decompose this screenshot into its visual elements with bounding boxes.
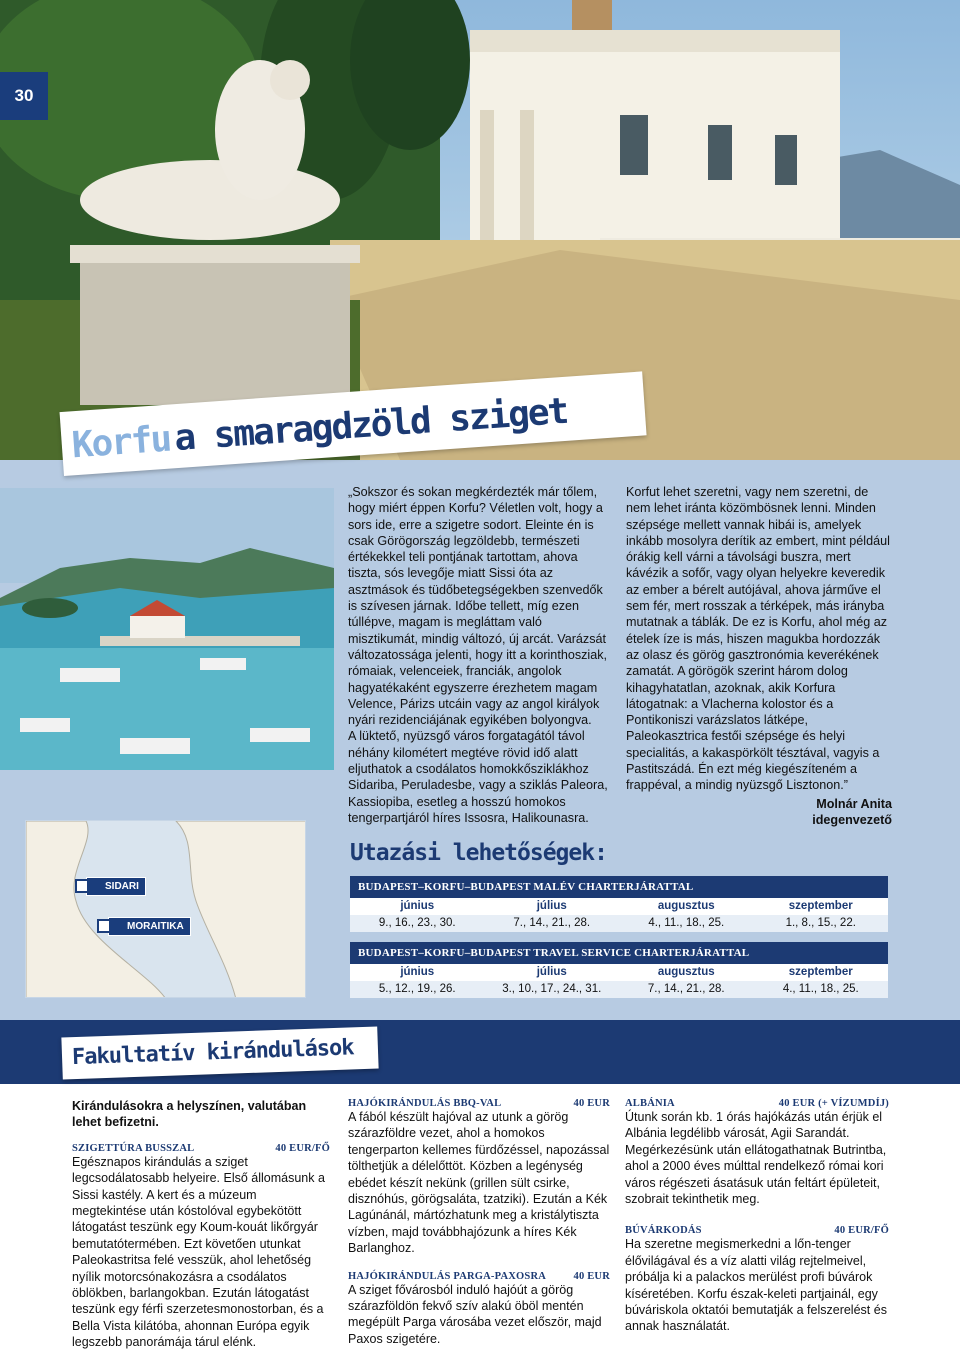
map-marker-icon [97,919,111,933]
table-months-row: június július augusztus szeptember [350,964,888,981]
excursion-header: HAJÓKIRÁNDULÁS BBQ-VAL 40 EUR [348,1098,610,1109]
excursion-text: Ha szeretne megismerkedni a lőn-tenger élővilágával és a víz alatti világ rejtelmeivel, próbálja ki a palackos merülést profi búvárok kíséretében. Korfu észak-keleti partjainál, egy búváriskola oktatói bemutatják a felszerelést és annak használatát. [625,1237,887,1334]
table-header: BUDAPEST–KORFU–BUDAPEST MALÉV CHARTERJÁRATTAL [350,876,888,898]
signature-role: idegenvezető [812,812,892,827]
title-korfu: Korfu [70,418,172,467]
table-header: BUDAPEST–KORFU–BUDAPEST TRAVEL SERVICE CHARTERJÁRATTAL [350,942,888,964]
map-label-sidari: SIDARI [86,877,146,896]
excursions-title: Fakultatív kirándulások [61,1026,378,1079]
table-dates-row: 9., 16., 23., 30. 7., 14., 21., 28. 4., 11., 18., 25. 1., 8., 15., 22. [350,915,888,932]
excursion-text: A fából készült hajóval az utunk a görög szárazföldre vezet, ahol a homokos tengerparton kellemes fürdőzéssel, napozással tölthetjük a délelőttöt. Közben a legénység ebédet készít nekünk (grillen sült csirke, disznóhús, görögsaláta, tzatziki). Ezután a Kék Lagúnánál, mártózhatunk meg a kristálytiszta vízben, majd továbbhajózunk a híres Kék Barlanghoz. [348,1110,610,1256]
schedule-table-travel-service [350,942,888,998]
excursion-text: A sziget fővárosból induló hajóút a görög szárazföldön fekvő szív alakú öböl mentén megépült Parga városába vezet először, majd Paxos szigetére. [348,1282,602,1346]
excursion-text: Egésznapos kirándulás a sziget legcsodálatosabb helyeire. Első állomásunk a Sissi kastély. A kert és a múzeum megtekintése után kóstolóval egybekötött látogatást teszünk egy Koum-kouát likőrgyár bemutatótermében. Ezt követően utunkat Paleokastritsa felé vesszük, ahol lehetőség nyílik motorcsónakozásra a csodálatos öblökben, barlangokban. Ezután látogatást teszünk egy férfi szerzetesmonostorban, és a Bella Vista kilátóba, ahonnan Európa egyik legszebb panorámája tárul elénk. [72,1154,325,1350]
intro-paragraph-1: „Sokszor és sokan megkérdezték már tőlem, hogy miért éppen Korfu? Véletlen volt, hogy a sors ide, erre a szigetre sodort. Eleinte én is csak Görögország legzöldebb, természeti értékekkel teli pontjának tartottam, ahova tiszta, sós levegője miatt Sissi óta az asztmások és tüdőbetegségekben szenvedők is szívesen járnak. Időbe tellett, míg ezen túllépve, magam is megláttam való misztikumát, mindig változó, új arcát. Varázsát változatossága jelenti, hogy itt a korinthosziak, rómaiak, velenceiek, franciák, angolok hagyatékaként egyszerre érezhetem magam Velence, Párizs utcáin vagy az angol királyok nyári rezidenciájának egyikében bolyongva. [348,485,608,728]
signature [626,796,892,829]
excursion-column-2 [348,1098,610,1347]
excursion-intro: Kirándulásokra a helyszínen, valutában lehet befizetni. [72,1099,307,1130]
excursion-header: BÚVÁRKODÁS 40 EUR/FŐ [625,1225,889,1237]
excursion-column-1 [72,1098,330,1351]
intro-column-2 [626,484,892,828]
schedule-table-malev [350,876,888,932]
intro-paragraph-3: Korfut lehet szeretni, vagy nem szeretni, de nem lehet iránta közömbösnek lenni. Minden szépsége mellett vannak hibái is, amelyek inkább mosolyra derítik az embert, mint például órákig kell várni a távolsági buszra, mert kávézik a sofőr, vagy olyan helyekre keveredik az ember a bérelt autójával, ahova járműve el sem fér, mert rosszak a térképek, más irányba mutatnak a táblák. De ez is Korfu, ahol még az ételek íze is más, hiszen magukba hordozzák az olasz és görög gasztronómia keverékének zamatát. A görögök szerint három dolog kihagyhatatlan, azoknak, akik Korfura látogatnak: a Vlacherna kolostor és a Pontikoniszi varázslatos látképe, Paleokasztrica festői szépsége és helyi specialitás, a kakaspörkölt tésztával, vagyis a Pastitszádá. Én ezt még kiegészíteném a frappéval, a mindig nyüzsgő Lisztonon.” [626,485,890,793]
excursion-column-3 [625,1098,889,1335]
excursion-header: SZIGETTÚRA BUSSZAL 40 EUR/FŐ [72,1142,330,1154]
excursion-text: Útunk során kb. 1 órás hajókázás után érjük el Albánia legdélibb városát, Agii Sarandát. Megérkezésünk után ellátogathatnak Butrintba, ahol a 2000 éves múlttal rendelkező római kori város régészeti ásatásuk után feltárt épületeit, szobrait tekinthetik meg. [625,1110,887,1207]
signature-name: Molnár Anita [816,796,892,811]
excursion-header: HAJÓKIRÁNDULÁS PARGA-PAXOSRA 40 EUR [348,1270,610,1282]
corfu-map [25,820,306,998]
table-months-row: június július augusztus szeptember [350,898,888,915]
map-marker-icon [75,879,89,893]
title-subtitle: a smaragdzöld sziget [173,390,569,460]
excursion-header: ALBÁNIA 40 EUR (+ VÍZUMDÍJ) [625,1098,889,1109]
intro-column-1 [348,484,610,826]
harbor-photo [0,488,334,770]
page-number: 30 [0,72,48,120]
table-dates-row: 5., 12., 19., 26. 3., 10., 17., 24., 31. 7., 14., 21., 28. 4., 11., 18., 25. [350,981,888,998]
intro-paragraph-2: A lüktető, nyüzsgő város forgatagától távol néhány kilométert megtéve rövid idő alatt eljuthatok a csodálatos homokkősziklákhoz Sidariba, Peruladesbe, vagy a sziklás Paleora, Kassiopiba, esetleg a hosszú homokos tengerpartjáról híres Issosra, Halikounasra. [348,729,608,825]
travel-options-title: Utazási lehetőségek: [350,840,607,866]
map-label-moraitika: MORAITIKA [108,917,191,936]
